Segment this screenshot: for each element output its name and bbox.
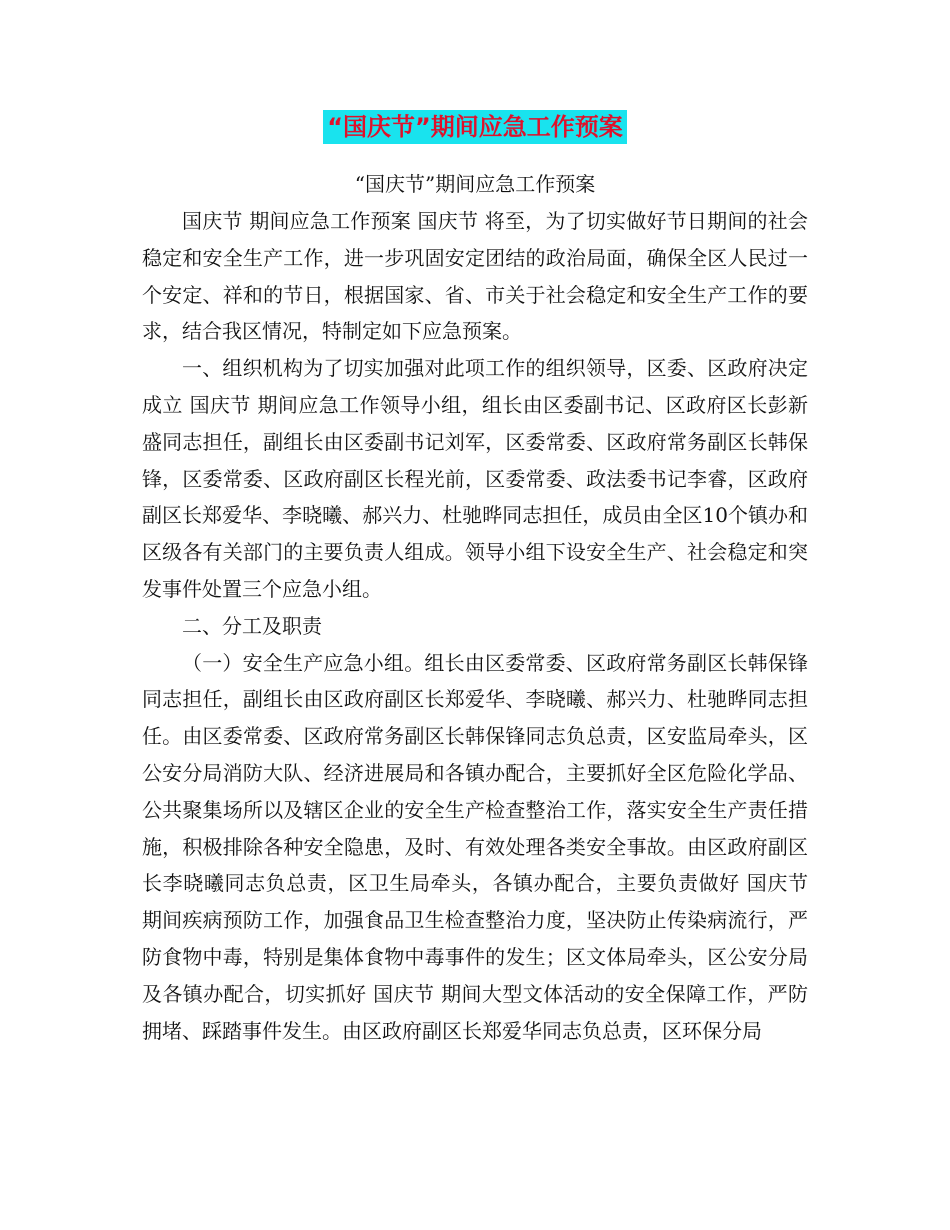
paragraph-intro: 国庆节 期间应急工作预案 国庆节 将至，为了切实做好节日期间的社会稳定和安全生产工作，进一步巩固安定团结的政治局面，确保全区人民过一个安定、祥和的节日，根据国家、省、市关于社会稳定和安全生产工作的要求，结合我区情况，特制定如下应急预案。 (142, 209, 808, 344)
document-subtitle: “国庆节”期间应急工作预案 (354, 172, 596, 196)
paragraph-safety-group: （一）安全生产应急小组。组长由区委常委、区政府常务副区长韩保锋同志担任，副组长由区政府副区长郑爱华、李晓曦、郝兴力、杜驰晔同志担任。由区委常委、区政府常务副区长韩保锋同志负总责，区安监局牵头，区公安分局消防大队、经济进展局和各镇办配合，主要抓好全区危险化学品、公共聚集场所以及辖区企业的安全生产检查整治工作，落实安全生产责任措施，积极排除各种安全隐患，及时、有效处理各类安全事故。由区政府副区长李晓曦同志负总责，区卫生局牵头，各镇办配合，主要负责做好 国庆节 期间疾病预防工作，加强食品卫生检查整治力度，坚决防止传染病流行，严防食物中毒，特别是集体食物中毒事件的发生；区文体局牵头，区公安分局及各镇办配合，切实抓好 国庆节 期间大型文体活动的安全保障工作，严防拥堵、踩踏事件发生。由区政府副区长郑爱华同志负总责，区环保分局 (142, 650, 808, 1043)
paragraph-organization: 一、组织机构为了切实加强对此项工作的组织领导，区委、区政府决定成立 国庆节 期间应急工作领导小组，组长由区委副书记、区政府区长彭新盛同志担任，副组长由区委副书记刘军，区委常委、区政府常务副区长韩保锋，区委常委、区政府副区长程光前，区委常委、政法委书记李睿，区政府副区长郑爱华、李晓曦、郝兴力、杜驰晔同志担任，成员由全区10个镇办和区级各有关部门的主要负责人组成。领导小组下设安全生产、社会稳定和突发事件处置三个应急小组。 (142, 356, 808, 601)
document-body (142, 203, 808, 1049)
paragraph-section-heading: 二、分工及职责 (182, 613, 322, 638)
title-wrap (0, 110, 950, 144)
document-title: “国庆节”期间应急工作预案 (323, 110, 627, 144)
